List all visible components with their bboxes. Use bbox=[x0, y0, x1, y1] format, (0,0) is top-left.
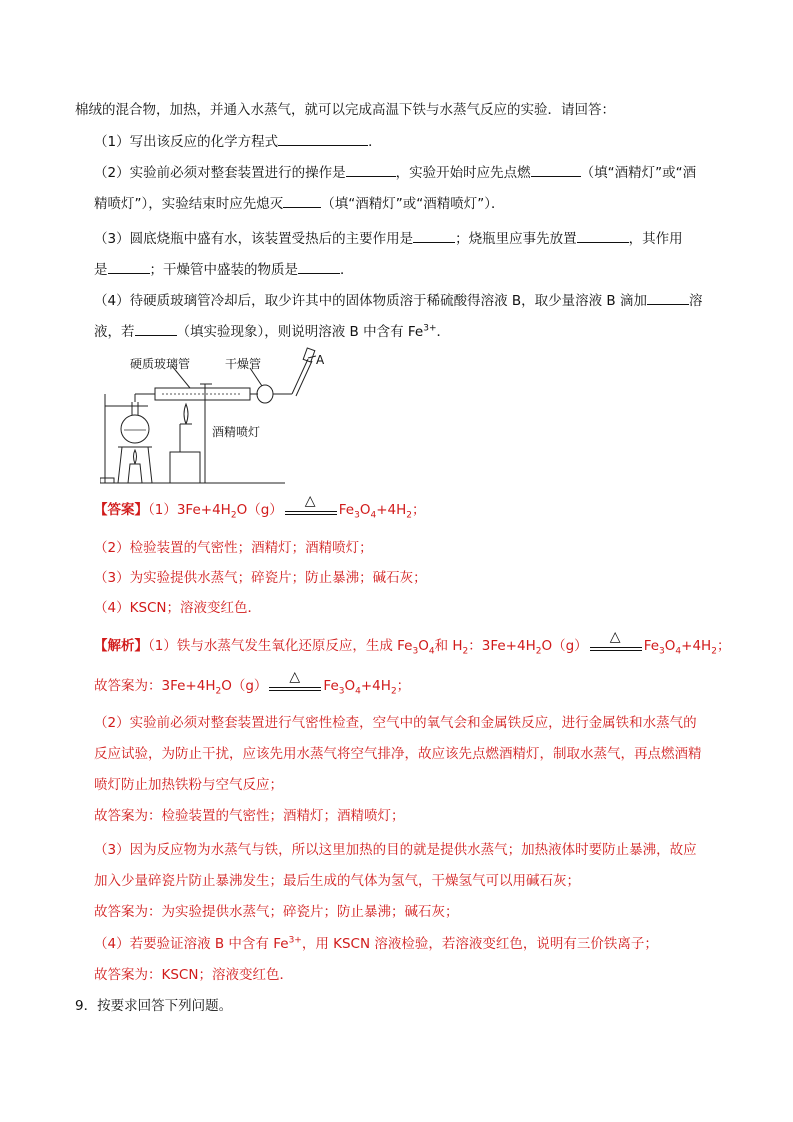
analysis-text: O bbox=[418, 638, 429, 654]
answer-text: （1）3Fe+4H bbox=[148, 502, 231, 518]
analysis-text: （1）铁与水蒸气发生氧化还原反应，生成 Fe bbox=[148, 638, 413, 654]
question-2-line2 bbox=[94, 193, 504, 214]
q4-e: ． bbox=[436, 324, 450, 340]
subscript: 2 bbox=[711, 646, 717, 657]
answer-text: O bbox=[359, 502, 371, 518]
subscript: 4 bbox=[370, 510, 377, 521]
q3-a: （3）圆底烧瓶中盛有水，该装置受热后的主要作用是 bbox=[94, 231, 414, 247]
answer-blank bbox=[413, 228, 455, 243]
q4-b: 溶 bbox=[689, 293, 703, 309]
subscript: 3 bbox=[659, 646, 665, 657]
answer-line-1 bbox=[94, 493, 426, 521]
q4-a: （4）待硬质玻璃管冷却后，取少许其中的固体物质溶于稀硫酸得溶液 B，取少量溶液 B 滴加 bbox=[94, 293, 647, 309]
analysis-line-1 bbox=[94, 629, 731, 657]
reaction-arrow bbox=[283, 493, 339, 520]
analysis-text: 故答案为：3Fe+4H bbox=[94, 678, 216, 694]
analysis-text: Fe bbox=[323, 678, 339, 694]
q2-b: ，实验开始时应先点燃 bbox=[395, 165, 531, 181]
analysis-p2-line2: 反应试验，为防止干扰，应该先用水蒸气将空气排净，故应该先点燃酒精灯，制取水蒸气，再点燃酒精 bbox=[94, 746, 702, 762]
analysis-tag: 【解析】 bbox=[94, 638, 148, 654]
reaction-arrow bbox=[267, 669, 323, 696]
q4-d: （填实验现象），则说明溶液 B 中含有 Fe bbox=[176, 324, 424, 340]
question-9: 9．按要求回答下列问题。 bbox=[75, 998, 233, 1014]
answer-blank bbox=[346, 162, 396, 177]
analysis-text: O bbox=[344, 678, 356, 694]
analysis-p2-line3: 喷灯防止加热铁粉与空气反应； bbox=[94, 777, 283, 793]
analysis-text: O bbox=[664, 638, 676, 654]
subscript: 2 bbox=[406, 510, 413, 521]
analysis-text: Fe bbox=[643, 638, 660, 654]
answer-blank bbox=[278, 131, 368, 146]
q3-f: ． bbox=[340, 262, 354, 278]
answer-tag: 【答案】 bbox=[94, 502, 148, 518]
analysis-text: （4）若要验证溶液 B 中含有 Fe bbox=[94, 936, 289, 952]
question-3-line2 bbox=[94, 259, 354, 280]
answer-line-3: （3）为实验提供水蒸气；碎瓷片；防止暴沸；碱石灰； bbox=[94, 570, 427, 586]
q2-e: （填“酒精灯”或“酒精喷灯”）． bbox=[321, 196, 505, 212]
heat-symbol: △ bbox=[609, 629, 621, 645]
label-blowtorch: 酒精喷灯 bbox=[212, 425, 261, 439]
analysis-line-2 bbox=[94, 669, 411, 697]
question-1 bbox=[94, 131, 382, 152]
analysis-p4-line2: 故答案为：KSCN；溶液变红色． bbox=[94, 967, 293, 983]
subscript: 4 bbox=[675, 646, 682, 657]
stand-base bbox=[100, 478, 114, 483]
label-a: A bbox=[316, 353, 325, 367]
lamp-flame bbox=[134, 450, 137, 464]
analysis-p3-line2: 加入少量碎瓷片防止暴沸发生；最后生成的气体为氢气，干燥氢气可以用碱石灰； bbox=[94, 873, 580, 889]
answer-blank bbox=[108, 259, 150, 274]
reaction-arrow bbox=[588, 629, 644, 656]
analysis-p3-line3: 故答案为：为实验提供水蒸气；碎瓷片；防止暴沸；碱石灰； bbox=[94, 904, 459, 920]
superscript: 3+ bbox=[288, 935, 302, 946]
label-drying-tube: 干燥管 bbox=[225, 357, 262, 371]
subscript: 4 bbox=[428, 646, 435, 657]
blowtorch-flame bbox=[184, 404, 188, 424]
analysis-text: ； bbox=[716, 638, 731, 654]
q3-b: ；烧瓶里应事先放置 bbox=[455, 231, 577, 247]
answer-blank bbox=[577, 228, 629, 243]
subscript: 3 bbox=[338, 686, 345, 697]
question-3-line1 bbox=[94, 228, 683, 249]
question-2-line1 bbox=[94, 162, 696, 183]
heat-symbol: △ bbox=[304, 493, 316, 509]
answer-blank bbox=[283, 193, 321, 208]
subscript: 4 bbox=[355, 686, 361, 697]
q4-sup: 3+ bbox=[423, 323, 437, 334]
q2-c: （填“酒精灯”或“酒 bbox=[580, 165, 697, 181]
alcohol-lamp bbox=[128, 464, 142, 483]
analysis-text: +4H bbox=[360, 678, 391, 694]
label-hard-glass-tube: 硬质玻璃管 bbox=[130, 357, 191, 371]
q2-a: （2）实验前必须对整套装置进行的操作是 bbox=[94, 165, 346, 181]
subscript: 2 bbox=[535, 646, 542, 657]
subscript: 3 bbox=[354, 510, 360, 521]
analysis-text: O（g） bbox=[541, 638, 588, 654]
q4-c: 液，若 bbox=[94, 324, 135, 340]
answer-blank bbox=[298, 259, 340, 274]
analysis-text: 和 H bbox=[434, 638, 463, 654]
answer-blank bbox=[647, 290, 689, 305]
question-4-line1 bbox=[94, 290, 703, 311]
answer-text: O（g） bbox=[236, 502, 283, 518]
answer-blank bbox=[135, 321, 177, 336]
analysis-text: ：3Fe+4H bbox=[468, 638, 536, 654]
answer-blank bbox=[531, 162, 581, 177]
q1-text: （1）写出该反应的化学方程式 bbox=[94, 134, 279, 150]
question-4-line2 bbox=[94, 321, 450, 342]
heat-symbol: △ bbox=[289, 669, 301, 685]
q3-e: ；干燥管中盛装的物质是 bbox=[149, 262, 298, 278]
subscript: 2 bbox=[390, 686, 397, 697]
analysis-text: O（g） bbox=[221, 678, 268, 694]
analysis-p4-line1 bbox=[94, 934, 658, 954]
q3-d: 是 bbox=[94, 262, 108, 278]
subscript: 2 bbox=[462, 646, 469, 657]
q1-end: ． bbox=[368, 134, 382, 150]
apparatus-figure bbox=[100, 344, 330, 486]
answer-line-4: （4）KSCN；溶液变红色． bbox=[94, 600, 262, 616]
answer-line-2: （2）检验装置的气密性；酒精灯；酒精喷灯； bbox=[94, 540, 373, 556]
subscript: 2 bbox=[230, 510, 237, 521]
answer-text: Fe bbox=[338, 502, 355, 518]
blowtorch-body bbox=[170, 452, 200, 483]
subscript: 3 bbox=[412, 646, 419, 657]
test-tube-a bbox=[303, 348, 315, 362]
intro-text: 棉绒的混合物，加热，并通入水蒸气，就可以完成高温下铁与水蒸气反应的实验．请回答： bbox=[75, 102, 615, 118]
q3-c: ，其作用 bbox=[628, 231, 683, 247]
subscript: 2 bbox=[215, 686, 222, 697]
analysis-text: ； bbox=[396, 678, 411, 694]
analysis-text: ，用 KSCN 溶液检验，若溶液变红色，说明有三价铁离子； bbox=[301, 936, 658, 952]
analysis-p2-line4: 故答案为：检验装置的气密性；酒精灯；酒精喷灯； bbox=[94, 808, 405, 824]
answer-text: +4H bbox=[376, 502, 407, 518]
analysis-text: +4H bbox=[681, 638, 712, 654]
analysis-p2-line1: （2）实验前必须对整套装置进行气密性检查，空气中的氧气会和金属铁反应，进行金属铁和水蒸气的 bbox=[94, 715, 697, 731]
analysis-p3-line1: （3）因为反应物为水蒸气与铁，所以这里加热的目的就是提供水蒸气；加热液体时要防止暴沸，故应 bbox=[94, 842, 697, 858]
q2-d: 精喷灯”），实验结束时应先熄灭 bbox=[94, 196, 284, 212]
drying-tube bbox=[257, 385, 273, 403]
round-flask bbox=[121, 415, 149, 443]
answer-text: ； bbox=[412, 502, 426, 518]
